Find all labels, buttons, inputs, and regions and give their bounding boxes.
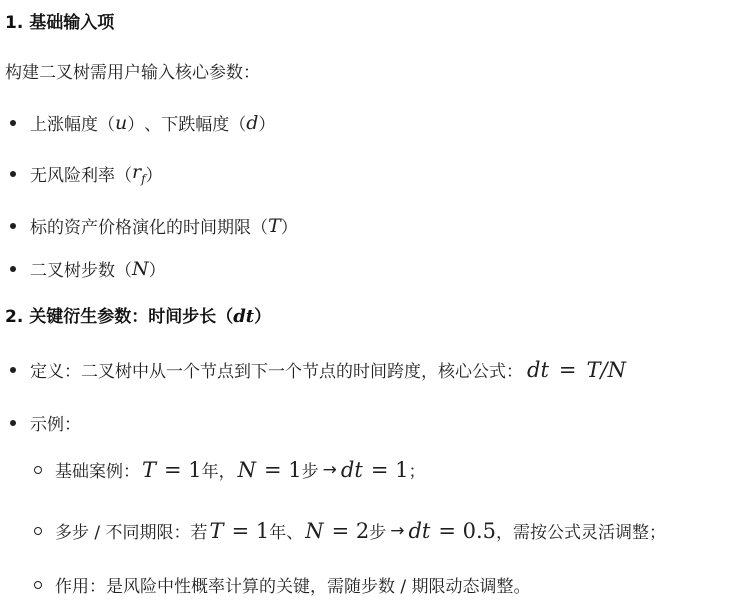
unit-year: 年，	[201, 462, 236, 482]
formula-eq: =	[558, 357, 577, 382]
sub-item-label: 多步 / 不同期限：若	[55, 523, 208, 543]
item-label-2: 下跌幅度（	[161, 115, 247, 135]
formula-rhs: T/N	[586, 357, 626, 382]
sub-list-item	[34, 518, 666, 543]
math-eq-2: = 2	[331, 518, 370, 543]
bullet-icon	[10, 120, 16, 126]
circle-bullet-icon	[34, 581, 42, 589]
bullet-icon	[10, 171, 16, 177]
math-var-T: T	[209, 518, 224, 543]
list-item	[10, 256, 166, 281]
math-eq-3: = 1	[370, 457, 409, 482]
item-close: ）	[127, 115, 145, 135]
math-var-N: N	[305, 518, 324, 543]
math-eq-1: = 1	[164, 457, 202, 482]
section-2-heading-suffix: ）	[254, 307, 272, 327]
item-label: 二叉树步数（	[30, 261, 132, 281]
list-item	[10, 213, 298, 238]
math-var-N: N	[237, 457, 257, 482]
section-1-heading	[5, 8, 114, 33]
unit-step: 步	[369, 523, 387, 543]
list-item	[10, 161, 163, 186]
formula-lhs: dt	[527, 357, 549, 382]
section-1-intro	[5, 58, 260, 83]
list-item	[10, 410, 81, 435]
list-item	[10, 110, 275, 135]
sub-item-end: ；	[408, 462, 426, 482]
sub-list-item	[34, 572, 531, 597]
unit-year: 年、	[269, 523, 304, 543]
section-2-heading-prefix: 2. 关键衍生参数：时间步长（	[5, 307, 234, 327]
math-eq-2: = 1	[264, 457, 302, 482]
math-var-d: d	[246, 111, 259, 134]
definition-label: 定义：二叉树中从一个节点到下一个节点的时间跨度，核心公式：	[30, 362, 523, 382]
arrow-icon: →	[322, 459, 337, 480]
bullet-icon	[10, 367, 16, 373]
arrow-icon: →	[390, 520, 405, 541]
math-var-dt: dt	[408, 518, 431, 543]
circle-bullet-icon	[34, 527, 42, 535]
math-eq-3: = 0.5	[438, 518, 497, 543]
list-item	[10, 357, 626, 382]
math-var-r-sub: f	[141, 171, 146, 186]
section-2-heading	[5, 302, 271, 327]
math-eq-1: = 1	[231, 518, 270, 543]
math-var-dt: dt	[340, 457, 363, 482]
item-close: ）	[148, 261, 166, 281]
math-var-T: T	[268, 214, 281, 237]
item-label: 上涨幅度（	[30, 115, 115, 135]
item-close: ）	[145, 166, 163, 186]
sub-item-text: 作用：是风险中性概率计算的关键，需随步数 / 期限动态调整。	[55, 577, 531, 597]
item-label: 无风险利率（	[30, 166, 132, 186]
bullet-icon	[10, 266, 16, 272]
math-var-N: N	[132, 257, 149, 280]
unit-step: 步	[301, 462, 319, 482]
item-sep: 、	[144, 115, 162, 135]
item-close: ）	[280, 218, 298, 238]
circle-bullet-icon	[34, 466, 42, 474]
sub-item-end: ，需按公式灵活调整；	[496, 523, 667, 543]
sub-item-label: 基础案例：	[55, 462, 140, 482]
item-label: 标的资产价格演化的时间期限（	[30, 218, 268, 238]
bullet-icon	[10, 223, 16, 229]
example-label: 示例：	[30, 415, 81, 435]
math-var-r	[132, 161, 146, 186]
section-1-heading-text: 1. 基础输入项	[5, 13, 115, 33]
math-var-T: T	[142, 457, 157, 482]
section-1-intro-text: 构建二叉树需用户输入核心参数：	[5, 63, 260, 83]
item-close-2: ）	[258, 115, 276, 135]
math-var-dt: dt	[233, 306, 255, 327]
sub-list-item	[34, 457, 425, 482]
math-var-r-base: r	[132, 161, 142, 184]
math-var-u: u	[115, 111, 128, 134]
bullet-icon	[10, 420, 16, 426]
